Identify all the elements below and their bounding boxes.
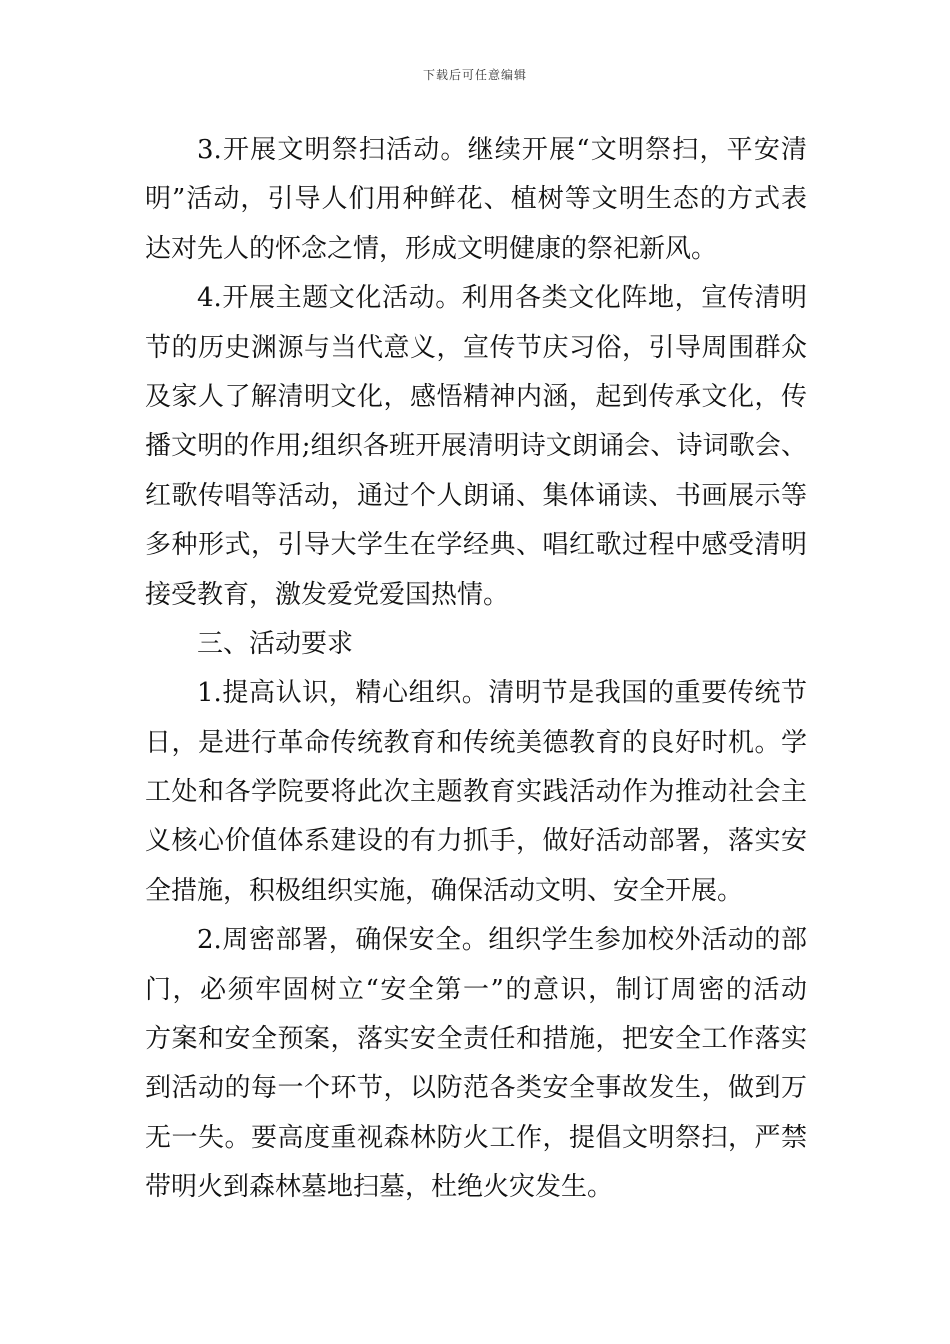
page-header-note: 下载后可任意编辑 [422,68,527,82]
section-heading: 三、活动要求 [197,628,354,659]
paragraph-line: 无一失。要高度重视森林防火工作，提倡文明祭扫，严禁 [145,1122,807,1153]
paragraph-line: 节的历史渊源与当代意义，宣传节庆习俗，引导周围群众 [145,332,807,363]
document-body [145,126,807,1213]
paragraph-line: 4.开展主题文化活动。利用各类文化阵地，宣传清明 [197,283,807,314]
paragraph-line: 播文明的作用;组织各班开展清明诗文朗诵会、诗词歌会、 [145,431,807,462]
paragraph-line: 2.周密部署，确保安全。组织学生参加校外活动的部 [197,925,807,956]
paragraph-line: 1.提高认识，精心组织。清明节是我国的重要传统节 [197,678,807,709]
paragraph-line: 义核心价值体系建设的有力抓手，做好活动部署，落实安 [145,826,807,857]
paragraph-line: 多种形式，引导大学生在学经典、唱红歌过程中感受清明 [145,530,807,561]
paragraph-line: 工处和各学院要将此次主题教育实践活动作为推动社会主 [145,777,807,808]
paragraph-line: 方案和安全预案，落实安全责任和措施，把安全工作落实 [145,1024,807,1055]
paragraph-line: 红歌传唱等活动，通过个人朗诵、集体诵读、书画展示等 [145,480,807,511]
paragraph-line: 全措施，积极组织实施，确保活动文明、安全开展。 [145,875,744,906]
paragraph-line: 门，必须牢固树立“安全第一”的意识，制订周密的活动 [145,974,807,1005]
paragraph-line: 达对先人的怀念之情，形成文明健康的祭祀新风。 [145,233,718,264]
paragraph-line: 及家人了解清明文化，感悟精神内涵，起到传承文化，传 [145,381,807,412]
paragraph-line: 3.开展文明祭扫活动。继续开展“文明祭扫，平安清 [197,135,807,165]
paragraph-line: 日，是进行革命传统教育和传统美德教育的良好时机。学 [145,727,807,758]
paragraph-line: 带明火到森林墓地扫墓，杜绝火灾发生。 [145,1172,614,1203]
paragraph-line: 到活动的每一个环节，以防范各类安全事故发生，做到万 [145,1073,807,1104]
paragraph-line: 接受教育，激发爱党爱国热情。 [145,579,510,610]
paragraph-line: 明”活动，引导人们用种鲜花、植树等文明生态的方式表 [145,184,807,215]
